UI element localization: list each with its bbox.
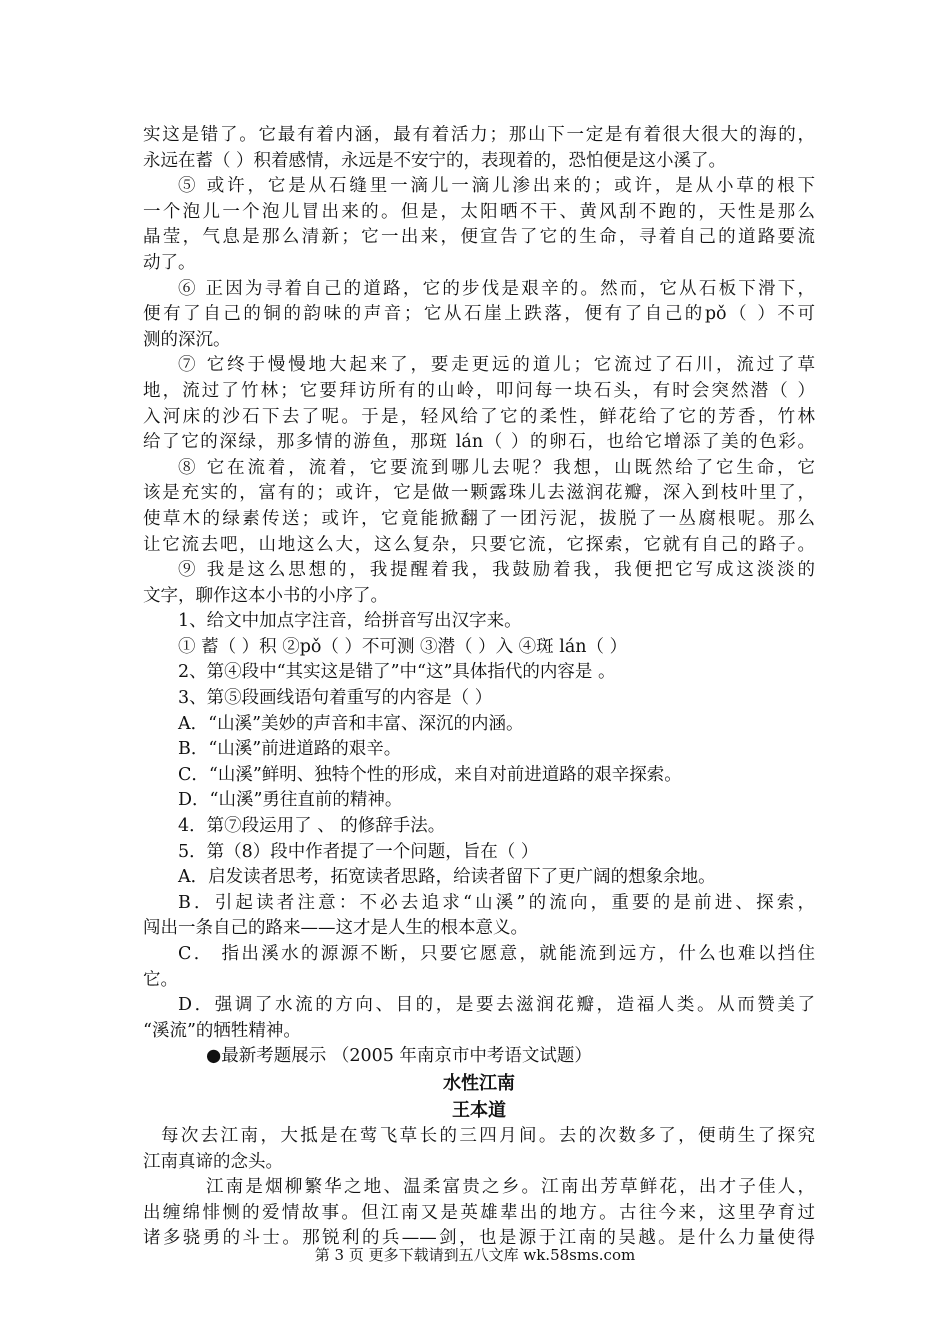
paragraph-line: 诸多骁勇的斗士。那锐利的兵——剑，也是源于江南的吴越。是什么力量使得: [143, 1228, 815, 1249]
question-3-option-b: B．“山溪”前进道路的艰辛。: [178, 739, 402, 760]
paragraph-line: 给了它的深绿，那多情的游鱼，那斑 lán（ ）的卵石，也给它增添了美的色彩。: [143, 432, 815, 453]
question-3-option-a: A．“山溪”美妙的声音和丰富、深沉的内涵。: [178, 713, 524, 734]
paragraph-line: 江南真谛的念头。: [143, 1151, 283, 1172]
question-1: 1、给文中加点字注音，给拼音写出汉字来。: [178, 611, 522, 632]
question-5-option-c: C． 指出溪水的源源不断，只要它愿意，就能流到远方，什么也难以挡住: [178, 944, 815, 964]
question-5-option-c-cont: 它。: [143, 969, 178, 990]
question-2: 2、第④段中“其实这是错了”中“这”具体指代的内容是 。: [178, 662, 616, 683]
paragraph-line: 江南是烟柳繁华之地、温柔富贵之乡。江南出芳草鲜花，出才子佳人，: [206, 1177, 815, 1198]
article-title: 水性江南: [443, 1072, 515, 1094]
paragraph-line: 测的深沉。: [143, 329, 231, 350]
question-5-option-a: A．启发读者思考，拓宽读者思路，给读者留下了更广阔的想象余地。: [178, 867, 716, 888]
body-text: [143, 123, 815, 1252]
paragraph-line: ⑨ 我是这么思想的，我提醒着我，我鼓励着我，我便把它写成这淡淡的: [178, 560, 815, 581]
paragraph-line: 让它流去吧，山地这么大，这么复杂，只要它流，它探索，它就有自己的路子。: [143, 534, 815, 555]
paragraph-line: ⑦ 它终于慢慢地大起来了，要走更远的道儿；它流过了石川，流过了草: [178, 355, 815, 376]
paragraph-line: 一个泡儿一个泡儿冒出来的。但是，太阳晒不干、黄风刮不跑的，天性是那么: [143, 201, 815, 222]
paragraph-line: 出缠绵悱恻的爱情故事。但江南又是英雄辈出的地方。古往今来，这里孕育过: [143, 1202, 815, 1223]
paragraph-line: 动了。: [143, 252, 196, 273]
question-3-option-d: D．“山溪”勇往直前的精神。: [178, 790, 403, 811]
page-footer: 第 3 页 更多下载请到五八文库 wk.58sms.com: [314, 1246, 636, 1264]
paragraph-line: 便有了自己的铜的韵味的声音；它从石崖上跌落，便有了自己的pǒ（ ）不可: [143, 304, 815, 325]
paragraph-line: 入河床的沙石下去了呢。于是，轻风给了它的柔性，鲜花给了它的芳香，竹林: [143, 406, 815, 427]
question-5-option-b: B．引起读者注意：不必去追求“山溪”的流向，重要的是前进、探索，: [178, 892, 815, 913]
question-5: 5．第（8）段中作者提了一个问题，旨在（ ）: [178, 841, 539, 862]
paragraph-line: 文字，聊作这本小书的小序了。: [143, 585, 388, 606]
question-4: 4．第⑦段运用了 、 的修辞手法。: [178, 816, 446, 837]
question-5-option-d-cont: “溪流”的牺牲精神。: [143, 1020, 301, 1041]
paragraph-line: 使草木的绿素传送；或许，它竟能掀翻了一团污泥，拔脱了一丛腐根呢。那么: [143, 508, 815, 529]
question-1-items: ① 蓄（ ）积 ②pǒ（ ）不可测 ③潜（ ）入 ④斑 lán（ ）: [178, 636, 628, 657]
paragraph-line: 实这是错了。它最有着内涵，最有着活力；那山下一定是有着很大很大的海的，: [143, 125, 815, 145]
paragraph-line: 地，流过了竹林；它要拜访所有的山岭，叩问每一块石头，有时会突然潜（ ）: [143, 380, 815, 401]
paragraph-line: ⑤ 或许，它是从石缝里一滴儿一滴儿渗出来的；或许，是从小草的根下: [178, 176, 815, 197]
paragraph-line: 永远在蓄（ ）积着感情，永远是不安宁的，表现着的，恐怕便是这小溪了。: [143, 150, 727, 171]
paragraph-line: 每次去江南，大抵是在莺飞草长的三四月间。去的次数多了，便萌生了探究: [161, 1125, 815, 1146]
paragraph-line: ⑥ 正因为寻着自己的道路，它的步伐是艰辛的。然而，它从石板下滑下，: [178, 278, 815, 299]
question-5-option-d: D．强调了水流的方向、目的，是要去滋润花瓣，造福人类。从而赞美了: [178, 995, 815, 1016]
paragraph-line: 该是充实的，富有的；或许，它是做一颗露珠儿去滋润花瓣，深入到枝叶里了，: [143, 483, 815, 504]
question-5-option-b-cont: 闯出一条自己的路来——这才是人生的根本意义。: [143, 918, 528, 939]
paragraph-line: ⑧ 它在流着，流着，它要流到哪儿去呢？我想，山既然给了它生命，它: [178, 457, 815, 478]
article-author: 王本道: [452, 1099, 506, 1121]
question-3-option-c: C．“山溪”鲜明、独特个性的形成，来自对前进道路的艰辛探索。: [178, 764, 682, 785]
question-3: 3、第⑤段画线语句着重写的内容是（ ）: [178, 688, 493, 709]
paragraph-line: 晶莹，气息是那么清新；它一出来，便宣告了它的生命，寻着自己的道路要流: [143, 227, 815, 248]
exam-header: ●最新考题展示 （2005 年南京市中考语文试题）: [206, 1046, 592, 1067]
